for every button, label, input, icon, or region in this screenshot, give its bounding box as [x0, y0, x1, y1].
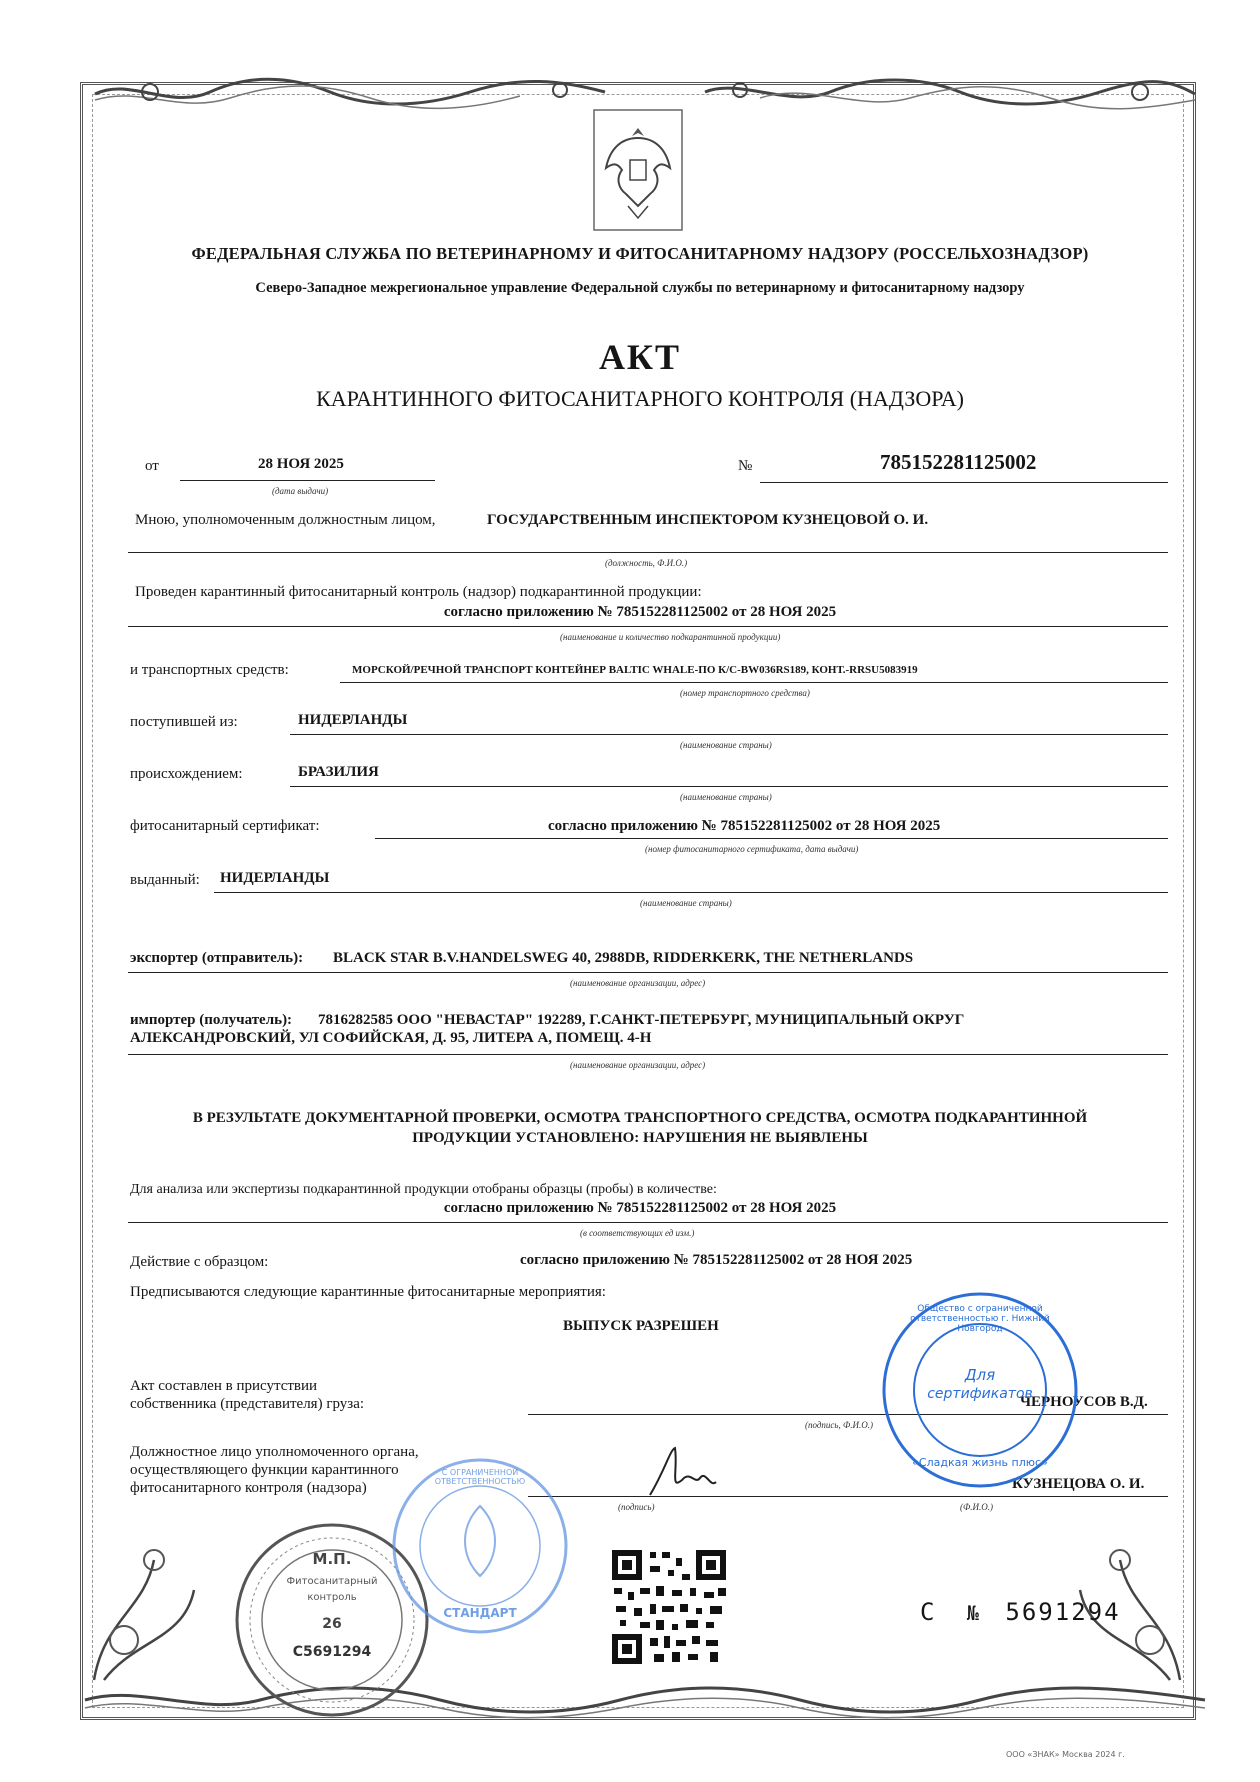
standard-stamp-ring: С ОГРАНИЧЕННОЙ ОТВЕТСТВЕННОСТЬЮ [434, 1468, 526, 1486]
company-stamp-bottom: «Сладкая жизнь плюс» [912, 1456, 1048, 1469]
importer-caption: (наименование организации, адрес) [570, 1060, 706, 1070]
transport-underline [340, 682, 1168, 683]
product-label: Проведен карантинный фитосанитарный контроль (надзор) подкарантинной продукции: [135, 584, 702, 600]
exporter-value: BLACK STAR B.V.HANDELSWEG 40, 2988DB, RIDDERKERK, THE NETHERLANDS [333, 950, 914, 966]
stamp-line3: 26 [322, 1616, 342, 1632]
agency-subtitle: Северо-Западное межрегиональное управление Федеральной службы по ветеринарному и фитосанитарному надзору [255, 280, 1025, 296]
certificate-underline [375, 838, 1168, 839]
owner-name: ЧЕРНОУСОВ В.Д. [1020, 1394, 1148, 1410]
number-underline [760, 482, 1168, 483]
date-underline [180, 480, 435, 481]
product-caption: (наименование и количество подкарантинной продукции) [560, 632, 781, 642]
owner-label-line1: Акт составлен в присутствии [130, 1378, 318, 1394]
official-label-line3: фитосанитарного контроля (надзора) [130, 1480, 367, 1496]
document-subtitle: КАРАНТИННОГО ФИТОСАНИТАРНОГО КОНТРОЛЯ (НАДЗОРА) [316, 386, 964, 411]
serial-value: 5691294 [1005, 1598, 1121, 1626]
samples-caption: (в соответствующих ед изм.) [580, 1228, 695, 1238]
importer-underline [128, 1054, 1168, 1055]
official-label-line1: Должностное лицо уполномоченного органа, [130, 1444, 419, 1460]
issued-caption: (наименование страны) [640, 898, 732, 908]
inspector-caption: (должность, Ф.И.О.) [605, 558, 688, 568]
samples-value: согласно приложению № 785152281125002 от 28 НОЯ 2025 [443, 1200, 837, 1216]
transport-caption: (номер транспортного средства) [680, 688, 810, 698]
top-right-ornament [700, 72, 1200, 112]
origin-label: происхождением: [130, 766, 243, 782]
origin-caption: (наименование страны) [680, 792, 772, 802]
stamp-code: С5691294 [292, 1644, 372, 1660]
sample-action-label: Действие с образцом: [130, 1254, 269, 1270]
issued-label: выданный: [130, 872, 200, 888]
document-number: 785152281125002 [880, 450, 1037, 474]
samples-underline [128, 1222, 1168, 1223]
certificate-caption: (номер фитосанитарного сертификата, дата выдачи) [645, 844, 859, 854]
samples-label: Для анализа или экспертизы подкарантинной продукции отобраны образцы (пробы) в количестве: [130, 1182, 717, 1197]
issue-date: 28 НОЯ 2025 [258, 456, 344, 472]
exporter-underline [128, 972, 1168, 973]
standard-stamp [390, 1456, 570, 1636]
measures-value: ВЫПУСК РАЗРЕШЕН [563, 1318, 719, 1334]
sample-action-value: согласно приложению № 785152281125002 от 28 НОЯ 2025 [520, 1252, 913, 1268]
importer-value-line2: АЛЕКСАНДРОВСКИЙ, УЛ СОФИЙСКАЯ, Д. 95, ЛИТЕРА А, ПОМЕЩ. 4-Н [130, 1030, 652, 1046]
inspector-value: ГОСУДАРСТВЕННЫМ ИНСПЕКТОРОМ КУЗНЕЦОВОЙ О. И. [487, 512, 929, 528]
official-underline [528, 1496, 1168, 1497]
from-country-underline [290, 734, 1168, 735]
transport-value: МОРСКОЙ/РЕЧНОЙ ТРАНСПОРТ КОНТЕЙНЕР BALTIC WHALE-ПО К/С-BW036RS189, КОНТ.-RRSU5083919 [352, 664, 918, 676]
origin-value: БРАЗИЛИЯ [298, 764, 379, 780]
result-line1: В РЕЗУЛЬТАТЕ ДОКУМЕНТАРНОЙ ПРОВЕРКИ, ОСМОТРА ТРАНСПОРТНОГО СРЕДСТВА, ОСМОТРА ПОДКАРАНТИННОЙ [192, 1110, 1088, 1126]
issued-underline [214, 892, 1168, 893]
standard-stamp-bottom: СТАНДАРТ [443, 1606, 517, 1620]
from-country-caption: (наименование страны) [680, 740, 772, 750]
coat-of-arms-icon [592, 108, 684, 232]
official-sign-caption: (подпись) [618, 1502, 655, 1512]
importer-label: импортер (получатель): [130, 1012, 293, 1028]
bottom-left-corner-ornament [84, 1520, 204, 1690]
certificate-value: согласно приложению № 785152281125002 от 28 НОЯ 2025 [548, 818, 941, 834]
from-country-label: поступившей из: [130, 714, 238, 730]
qr-code [610, 1548, 728, 1666]
inspector-signature [640, 1440, 720, 1510]
serial-number [920, 1598, 1121, 1626]
official-name-caption: (Ф.И.О.) [960, 1502, 993, 1512]
stamp-line2: контроль [307, 1592, 357, 1603]
date-caption: (дата выдачи) [272, 486, 329, 496]
number-label: № [738, 458, 753, 474]
document-title: АКТ [598, 337, 682, 377]
importer-value-line1: 7816282585 ООО "НЕВАСТАР" 192289, Г.САНКТ-ПЕТЕРБУРГ, МУНИЦИПАЛЬНЫЙ ОКРУГ [318, 1012, 965, 1028]
measures-label: Предписываются следующие карантинные фитосанитарные мероприятия: [130, 1284, 606, 1300]
product-value: согласно приложению № 785152281125002 от 28 НОЯ 2025 [443, 604, 837, 620]
date-label: от [145, 458, 159, 474]
exporter-label: экспортер (отправитель): [130, 950, 304, 966]
company-stamp [880, 1290, 1080, 1490]
product-underline [128, 626, 1168, 627]
transport-label: и транспортных средств: [130, 662, 289, 678]
stamp-line1: Фитосанитарный [286, 1576, 378, 1587]
stamp-mp: М.П. [312, 1550, 352, 1568]
agency-title: ФЕДЕРАЛЬНАЯ СЛУЖБА ПО ВЕТЕРИНАРНОМУ И ФИТОСАНИТАРНОМУ НАДЗОРУ (РОССЕЛЬХОЗНАДЗОР) [191, 244, 1089, 263]
from-country-value: НИДЕРЛАНДЫ [298, 712, 408, 728]
certificate-label: фитосанитарный сертификат: [130, 818, 320, 834]
inspector-underline [128, 552, 1168, 553]
serial-no-sign: № [966, 1601, 981, 1625]
company-stamp-center1: Для [964, 1366, 996, 1384]
exporter-caption: (наименование организации, адрес) [570, 978, 706, 988]
printer-mark: ООО «ЗНАК» Москва 2024 г. [1006, 1750, 1125, 1759]
company-stamp-ring: Общество с ограниченной ответственностью г. Нижний Новгород [910, 1304, 1050, 1334]
owner-caption: (подпись, Ф.И.О.) [805, 1420, 874, 1430]
owner-label-line2: собственника (представителя) груза: [130, 1396, 365, 1412]
inspector-label: Мною, уполномоченным должностным лицом, [135, 512, 436, 528]
origin-underline [290, 786, 1168, 787]
official-name: КУЗНЕЦОВА О. И. [1012, 1476, 1145, 1492]
top-left-ornament [90, 72, 610, 112]
serial-prefix: С [920, 1598, 937, 1626]
official-label-line2: осуществляющего функции карантинного [130, 1462, 399, 1478]
result-line2: ПРОДУКЦИИ УСТАНОВЛЕНО: НАРУШЕНИЯ НЕ ВЫЯВЛЕНЫ [412, 1130, 868, 1146]
company-stamp-center2: сертификатов [927, 1386, 1033, 1402]
issued-value: НИДЕРЛАНДЫ [220, 870, 330, 886]
